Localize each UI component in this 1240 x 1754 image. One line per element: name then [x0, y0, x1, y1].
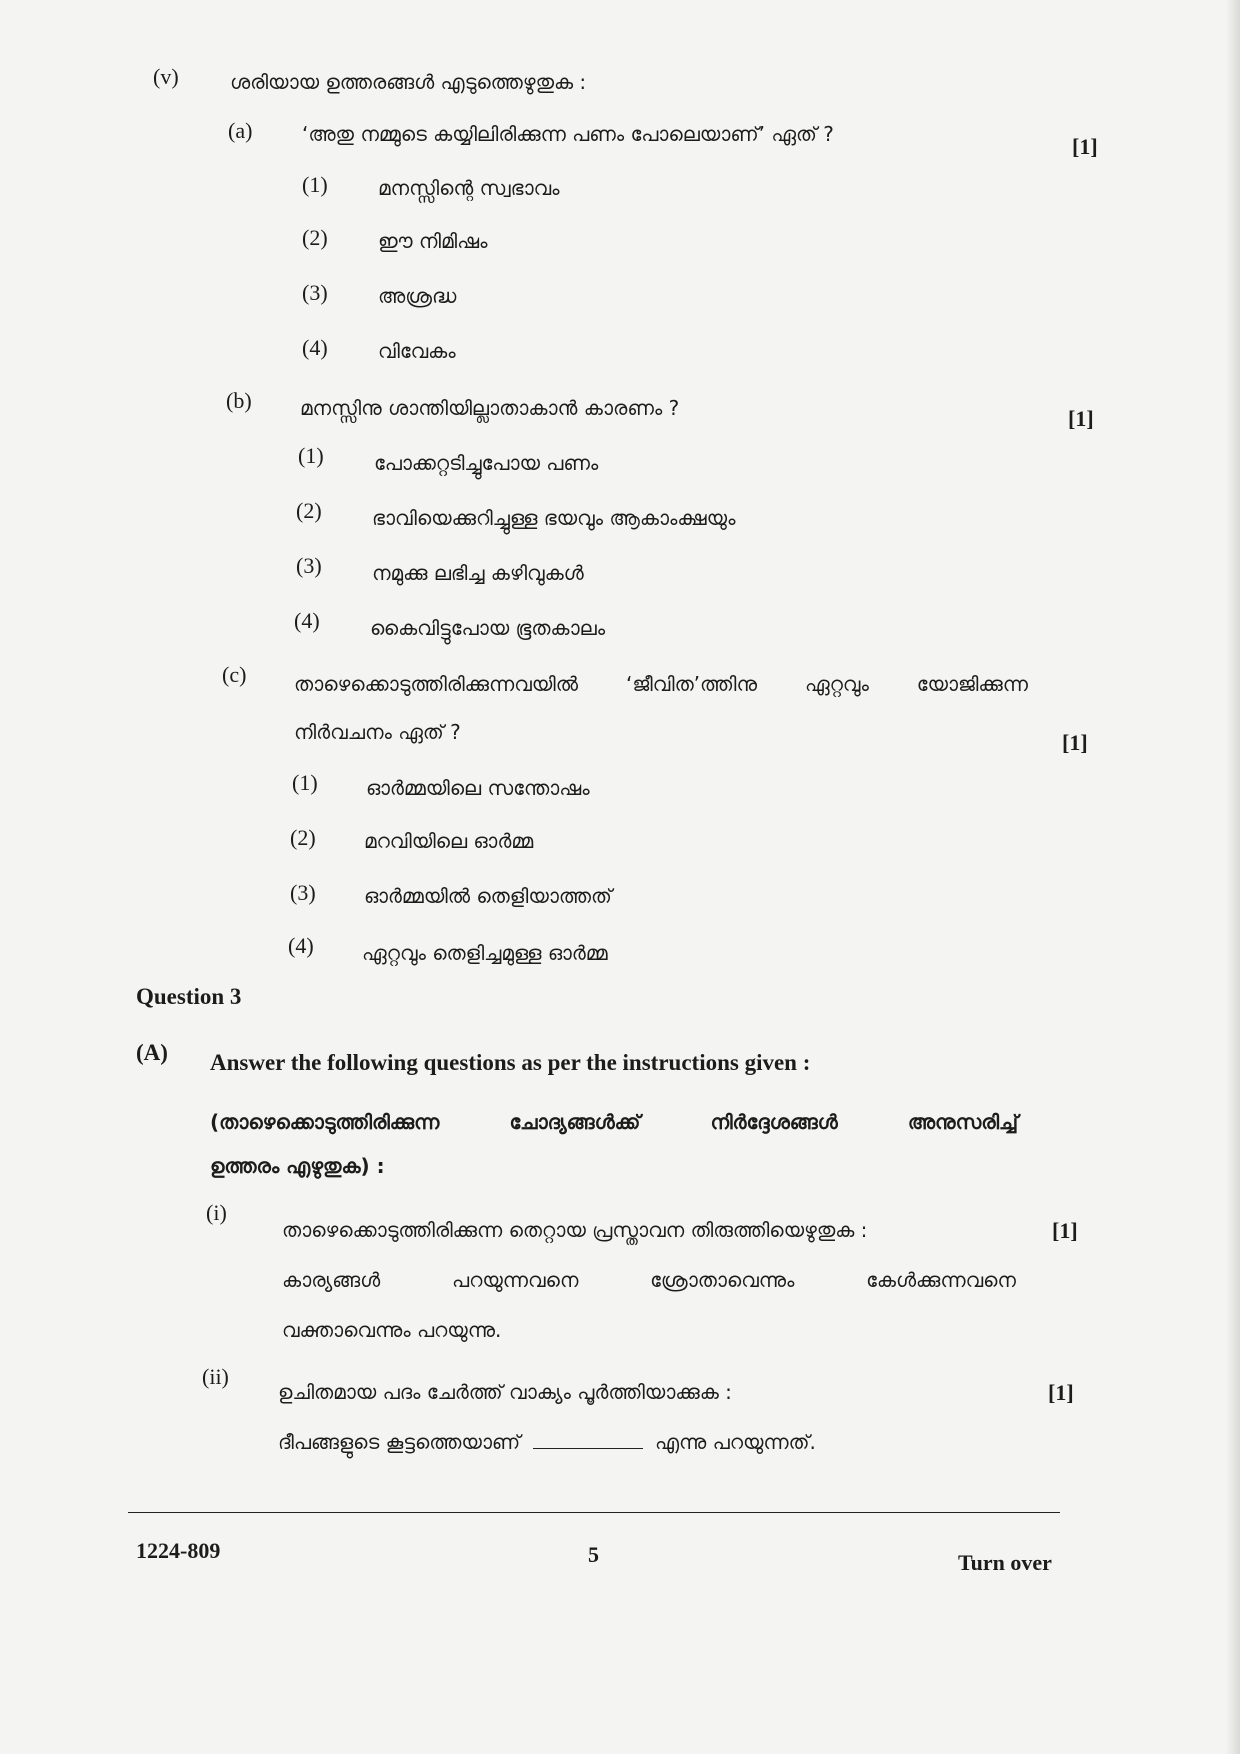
sub-question-text: താഴെക്കൊടുത്തിരിക്കുന്ന തെറ്റായ പ്രസ്താവന തിരുത്തിയെഴുതുക :	[282, 1218, 868, 1242]
option-number: (4)	[302, 335, 328, 360]
option-text: കൈവിട്ടുപോയ ഭൂതകാലം	[370, 616, 606, 640]
option-number: (2)	[296, 498, 322, 523]
sub-question-text: മനസ്സിനു ശാന്തിയില്ലാതാകാൻ കാരണം ?	[300, 396, 680, 420]
page-edge-shadow	[1226, 0, 1240, 1754]
option-text: ഏറ്റവും തെളിച്ചമുള്ള ഓർമ്മ	[362, 941, 608, 965]
option-text: ഭാവിയെക്കുറിച്ചുള്ള ഭയവും ആകാംക്ഷയും	[372, 506, 736, 530]
marks-badge: [1]	[1072, 134, 1098, 159]
option-text: പോക്കറ്റടിച്ചുപോയ പണം	[374, 451, 599, 475]
word: അനുസരിച്ച്	[907, 1110, 1018, 1134]
sub-question-text	[294, 672, 1028, 696]
sub-question-text: ‘അതു നമ്മുടെ കയ്യിലിരിക്കുന്ന പണം പോലെയാണ്’ ഏത് ?	[302, 122, 834, 146]
sub-question-label: (c)	[222, 662, 247, 687]
sentence-after: എന്നു പറയുന്നത്.	[654, 1430, 816, 1454]
word: നിർദ്ദേശങ്ങൾ	[710, 1110, 838, 1134]
page-number: 5	[588, 1542, 599, 1567]
option-number: (2)	[290, 825, 316, 850]
sub-question-label: (i)	[206, 1200, 227, 1225]
marks-badge: [1]	[1052, 1218, 1078, 1243]
option-number: (4)	[294, 608, 320, 633]
option-text: ഓർമ്മയിൽ തെളിയാത്തത്	[364, 884, 612, 908]
item-number: (v)	[153, 64, 179, 89]
question-heading: Question 3	[136, 984, 242, 1009]
statement-text-line2: വക്താവെന്നും പറയുന്നു.	[282, 1318, 502, 1342]
word: താഴെക്കൊടുത്തിരിക്കുന്നവയിൽ	[294, 672, 579, 696]
word: (താഴെക്കൊടുത്തിരിക്കുന്ന	[210, 1110, 440, 1134]
option-text: അശ്രദ്ധ	[378, 284, 457, 308]
option-text: മറവിയിലെ ഓർമ്മ	[364, 829, 534, 853]
fill-in-sentence	[278, 1430, 816, 1454]
option-text: ഈ നിമിഷം	[378, 229, 488, 253]
section-label: (A)	[136, 1040, 168, 1065]
answer-blank	[533, 1447, 643, 1449]
option-number: (1)	[298, 443, 324, 468]
instruction-text: ശരിയായ ഉത്തരങ്ങൾ എടുത്തെഴുതുക :	[230, 70, 587, 94]
footer-rule	[128, 1512, 1060, 1513]
option-text: ഓർമ്മയിലെ സന്തോഷം	[366, 776, 590, 800]
sub-question-text-line2: നിർവചനം ഏത് ?	[294, 720, 461, 744]
instruction-english: Answer the following questions as per the instructions given :	[210, 1050, 811, 1075]
marks-badge: [1]	[1048, 1380, 1074, 1405]
word: കാര്യങ്ങൾ	[282, 1268, 381, 1292]
word: ചോദ്യങ്ങൾക്ക്	[509, 1110, 641, 1134]
option-number: (3)	[302, 280, 328, 305]
option-text: നമുക്കു ലഭിച്ച കഴിവുകൾ	[372, 561, 584, 585]
option-number: (3)	[290, 880, 316, 905]
sentence-before: ദീപങ്ങളുടെ കൂട്ടത്തെയാണ്	[278, 1430, 521, 1454]
sub-question-label: (b)	[226, 388, 252, 413]
sub-question-text: ഉചിതമായ പദം ചേർത്ത് വാക്യം പൂർത്തിയാക്കുക :	[278, 1380, 732, 1404]
option-text: വിവേകം	[378, 339, 456, 363]
marks-badge: [1]	[1068, 406, 1094, 431]
word: പറയുന്നവനെ	[452, 1268, 579, 1292]
word: ശ്രോതാവെന്നും	[650, 1268, 795, 1292]
sub-question-label: (ii)	[202, 1364, 229, 1389]
sub-question-label: (a)	[228, 118, 253, 143]
option-text: മനസ്സിന്റെ സ്വഭാവം	[378, 176, 560, 200]
option-number: (2)	[302, 225, 328, 250]
word: ‘ജീവിത’ത്തിനു	[625, 672, 758, 696]
instruction-malayalam	[210, 1110, 1018, 1134]
statement-text	[282, 1268, 1016, 1292]
option-number: (4)	[288, 933, 314, 958]
option-number: (3)	[296, 553, 322, 578]
turn-over-label: Turn over	[958, 1550, 1052, 1575]
marks-badge: [1]	[1062, 730, 1088, 755]
paper-code: 1224-809	[136, 1538, 221, 1563]
option-number: (1)	[292, 770, 318, 795]
instruction-malayalam-line2: ഉത്തരം എഴുതുക) :	[210, 1154, 385, 1178]
option-number: (1)	[302, 172, 328, 197]
word: യോജിക്കുന്ന	[916, 672, 1028, 696]
word: ഏറ്റവും	[804, 672, 869, 696]
word: കേൾക്കുന്നവനെ	[866, 1268, 1016, 1292]
